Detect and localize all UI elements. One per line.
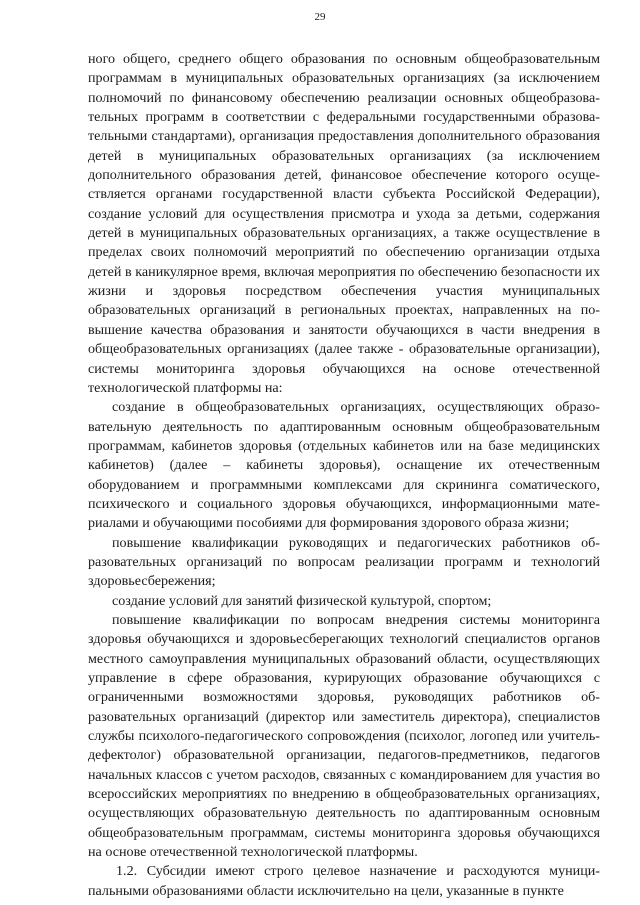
paragraph-subsidies: 1.2. Субсидии имеют строго целевое назначение и расходуются муниципальными образованиями области исключительно на цели, указанные в пункте xyxy=(88,863,600,899)
document-body xyxy=(88,50,600,901)
paragraph-health-rooms: создание в общеобразовательных организациях, осуществляющих образовательную деятельность по адаптированным основным общеобразовательным программам, кабинетов здоровья (отдельных кабинетов или на базе медицинских кабинетов) (далее – кабинеты здоровья), оснащение их отечественным оборудованием и программными комплексами для скрининга соматического, психического и социального здоровья обучающихся, информационными материалами и обучающими пособиями для формирования здорового образа жизни; xyxy=(88,399,600,532)
paragraph-staff-training: повышение квалификации руководящих и педагогических работников образовательных организаций по вопросам реализации программ и технологий здоровьесбережения; xyxy=(88,534,600,590)
page-number: 29 xyxy=(314,11,326,23)
paragraph-monitoring-training: повышение квалификации по вопросам внедрения системы мониторинга здоровья обучающихся и здоровьесберегающих технологий специалистов органов местного самоуправления муниципальных образований области, осуществляющих управление в сфере образования, курирующих образование обучающихся с ограниченными возможностями здоровья, руководящих работников образовательных организаций (директор или заместитель директора), специалистов службы психолого-педагогического сопровождения (психолог, логопед или учитель-дефектолог) образовательной организации, педагогов-предметников, педагогов начальных классов с учетом расходов, связанных с командированием для участия во всероссийских мероприятиях по внедрению в общеобразовательных организациях, осуществляющих образовательную деятельность по адаптированным основным общеобразовательным программам, системы мониторинга здоровья обучающихся на основе отечественной технологической платформы. xyxy=(88,611,600,861)
paragraph-sports-conditions: создание условий для занятий физической культурой, спортом; xyxy=(112,592,492,609)
paragraph-intro: ного общего, среднего общего образования по основным общеобразовательным программам в муниципальных образовательных организациях (за исключением полномочий по финансовому обеспечению реализации основных общеобразовательных программ в соответствии с федеральными государственными образовательными стандартами), организация предоставления дополнительного образования детей в муниципальных образовательных организациях (за исключением дополнительного образования детей, финансовое обеспечение которого осуществляется органами государственной власти субъекта Российской Федерации), создание условий для осуществления присмотра и ухода за детьми, содержания детей в муниципальных образовательных организациях, а также осуществление в пределах своих полномочий мероприятий по обеспечению организации отдыха детей в каникулярное время, включая мероприятия по обеспечению безопасности их жизни и здоровья посредством обеспечения участия муниципальных образовательных организаций в региональных проектах, направленных на повышение качества образования и занятости обучающихся в части внедрения в общеобразовательных организациях (далее также - образовательные организации), системы мониторинга здоровья обучающихся на основе отечественной технологической платформы на: xyxy=(88,51,600,396)
